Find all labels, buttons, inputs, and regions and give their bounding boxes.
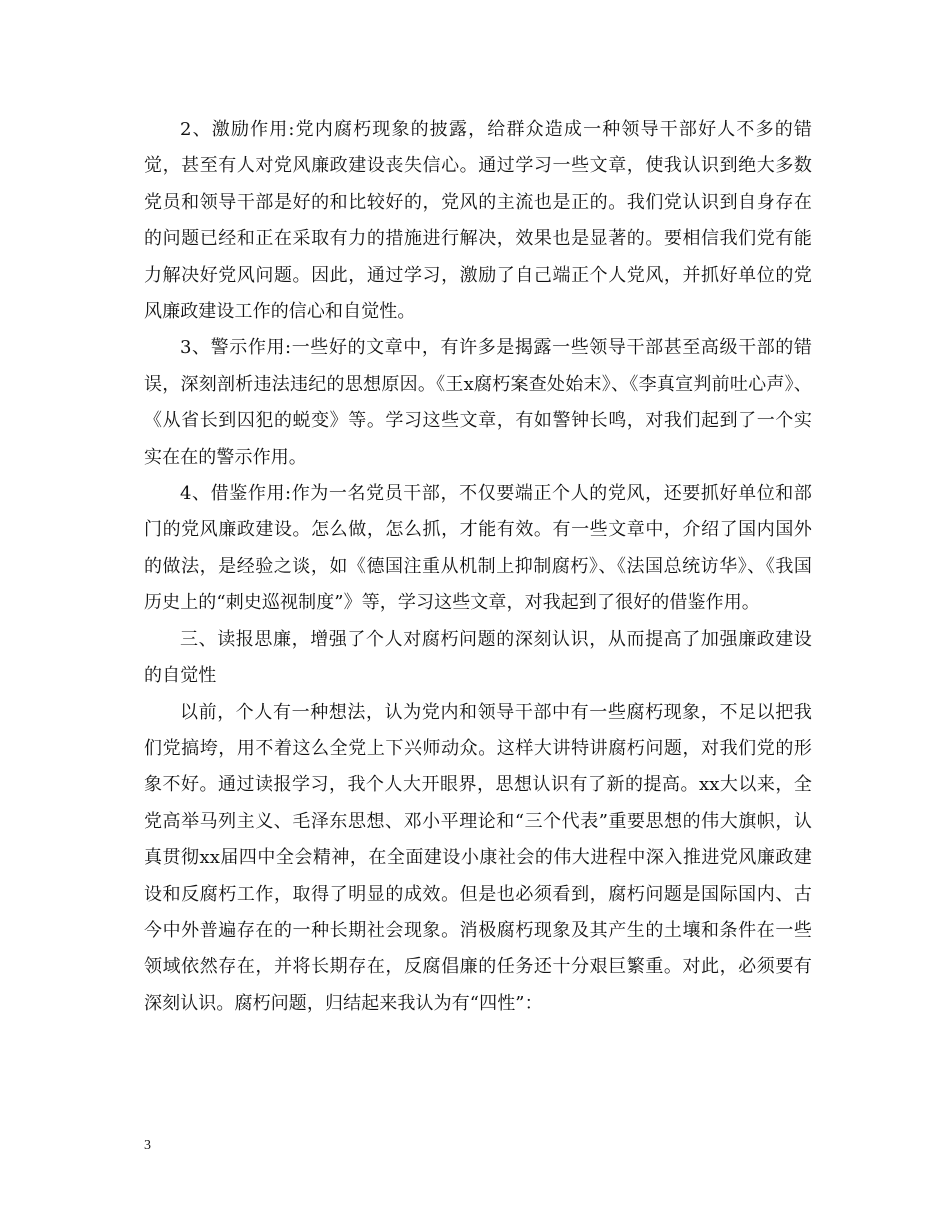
body-text [144, 112, 812, 1022]
paragraph-reference-role: 4、借鉴作用:作为一名党员干部，不仅要端正个人的党风，还要抓好单位和部门的党风廉政建设。怎么做，怎么抓，才能有效。有一些文章中，介绍了国内国外的做法，是经验之谈，如《德国注重从机制上抑制腐朽》、《法国总统访华》、《我国历史上的“刺史巡视制度”》等，学习这些文章，对我起到了很好的借鉴作用。 [144, 483, 812, 614]
page-number: 3 [144, 1138, 151, 1153]
section-heading-three: 三、读报思廉，增强了个人对腐朽问题的深刻认识，从而提高了加强廉政建设的自觉性 [144, 628, 812, 687]
paragraph-understanding: 以前，个人有一种想法，认为党内和领导干部中有一些腐朽现象，不足以把我们党搞垮，用不着这么全党上下兴师动众。这样大讲特讲腐朽问题，对我们党的形象不好。通过读报学习，我个人大开眼界，思想认识有了新的提高。xx大以来，全党高举马列主义、毛泽东思想、邓小平理论和“三个代表”重要思想的伟大旗帜，认真贯彻xx届四中全会精神，在全面建设小康社会的伟大进程中深入推进党风廉政建设和反腐朽工作，取得了明显的成效。但是也必须看到，腐朽问题是国际国内、古今中外普遍存在的一种长期社会现象。消极腐朽现象及其产生的土壤和条件在一些领域依然存在，并将长期存在，反腐倡廉的任务还十分艰巨繁重。对此，必须要有深刻认识。腐朽问题，归结起来我认为有“四性”： [144, 701, 812, 1014]
paragraph-incentive-role: 2、激励作用:党内腐朽现象的披露，给群众造成一种领导干部好人不多的错觉，甚至有人对党风廉政建设丧失信心。通过学习一些文章，使我认识到绝大多数党员和领导干部是好的和比较好的，党风的主流也是正的。我们党认识到自身存在的问题已经和正在采取有力的措施进行解决，效果也是显著的。要相信我们党有能力解决好党风问题。因此，通过学习，激励了自己端正个人党风，并抓好单位的党风廉政建设工作的信心和自觉性。 [144, 119, 812, 323]
paragraph-warning-role: 3、警示作用:一些好的文章中，有许多是揭露一些领导干部甚至高级干部的错误，深刻剖析违法违纪的思想原因。《王x腐朽案查处始末》、《李真宣判前吐心声》、《从省长到囚犯的蜕变》等。学习这些文章，有如警钟长鸣，对我们起到了一个实实在在的警示作用。 [144, 337, 812, 468]
